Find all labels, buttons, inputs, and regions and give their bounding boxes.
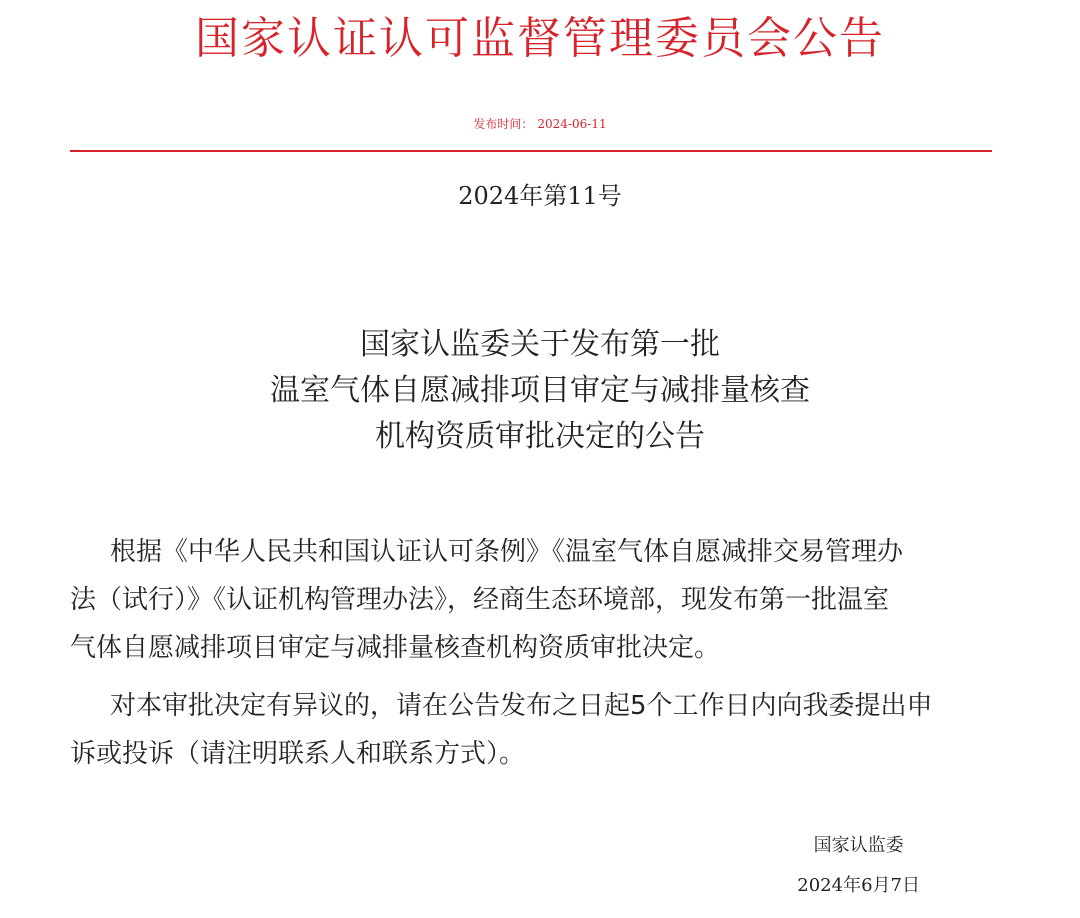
body-paragraph-2: [70, 682, 1000, 778]
title-line: 机构资质审批决定的公告: [375, 419, 705, 454]
document-title: [0, 322, 1080, 460]
title-line: 国家认监委关于发布第一批: [360, 327, 720, 362]
signature-date: 2024年6月7日: [797, 875, 920, 896]
title-line: 温室气体自愿减排项目审定与减排量核查: [270, 373, 810, 408]
body-paragraph-1: [70, 528, 1000, 672]
masthead-title: 国家认证认可监督管理委员会公告: [195, 13, 885, 64]
signature-block: [797, 830, 920, 902]
header-divider: [70, 150, 992, 152]
paragraph-line: 诉或投诉（请注明联系人和联系方式）。: [70, 739, 526, 769]
document-number: 2024年第11号: [458, 182, 622, 210]
paragraph-line: 气体自愿减排项目审定与减排量核查机构资质审批决定。: [70, 633, 721, 663]
publish-time-label: 发布时间：: [473, 117, 534, 131]
paragraph-line: 对本审批决定有异议的，请在公告发布之日起5个工作日内向我委提出申: [110, 691, 933, 721]
paragraph-line: 法（试行）》《认证机构管理办法》，经商生态环境部，现发布第一批温室: [70, 585, 890, 615]
publish-time-value: 2024-06-11: [537, 117, 607, 131]
publish-time: [0, 114, 1080, 134]
paragraph-line: 根据《中华人民共和国认证认可条例》《温室气体自愿减排交易管理办: [110, 537, 904, 567]
signature-organization: 国家认监委: [813, 835, 904, 856]
